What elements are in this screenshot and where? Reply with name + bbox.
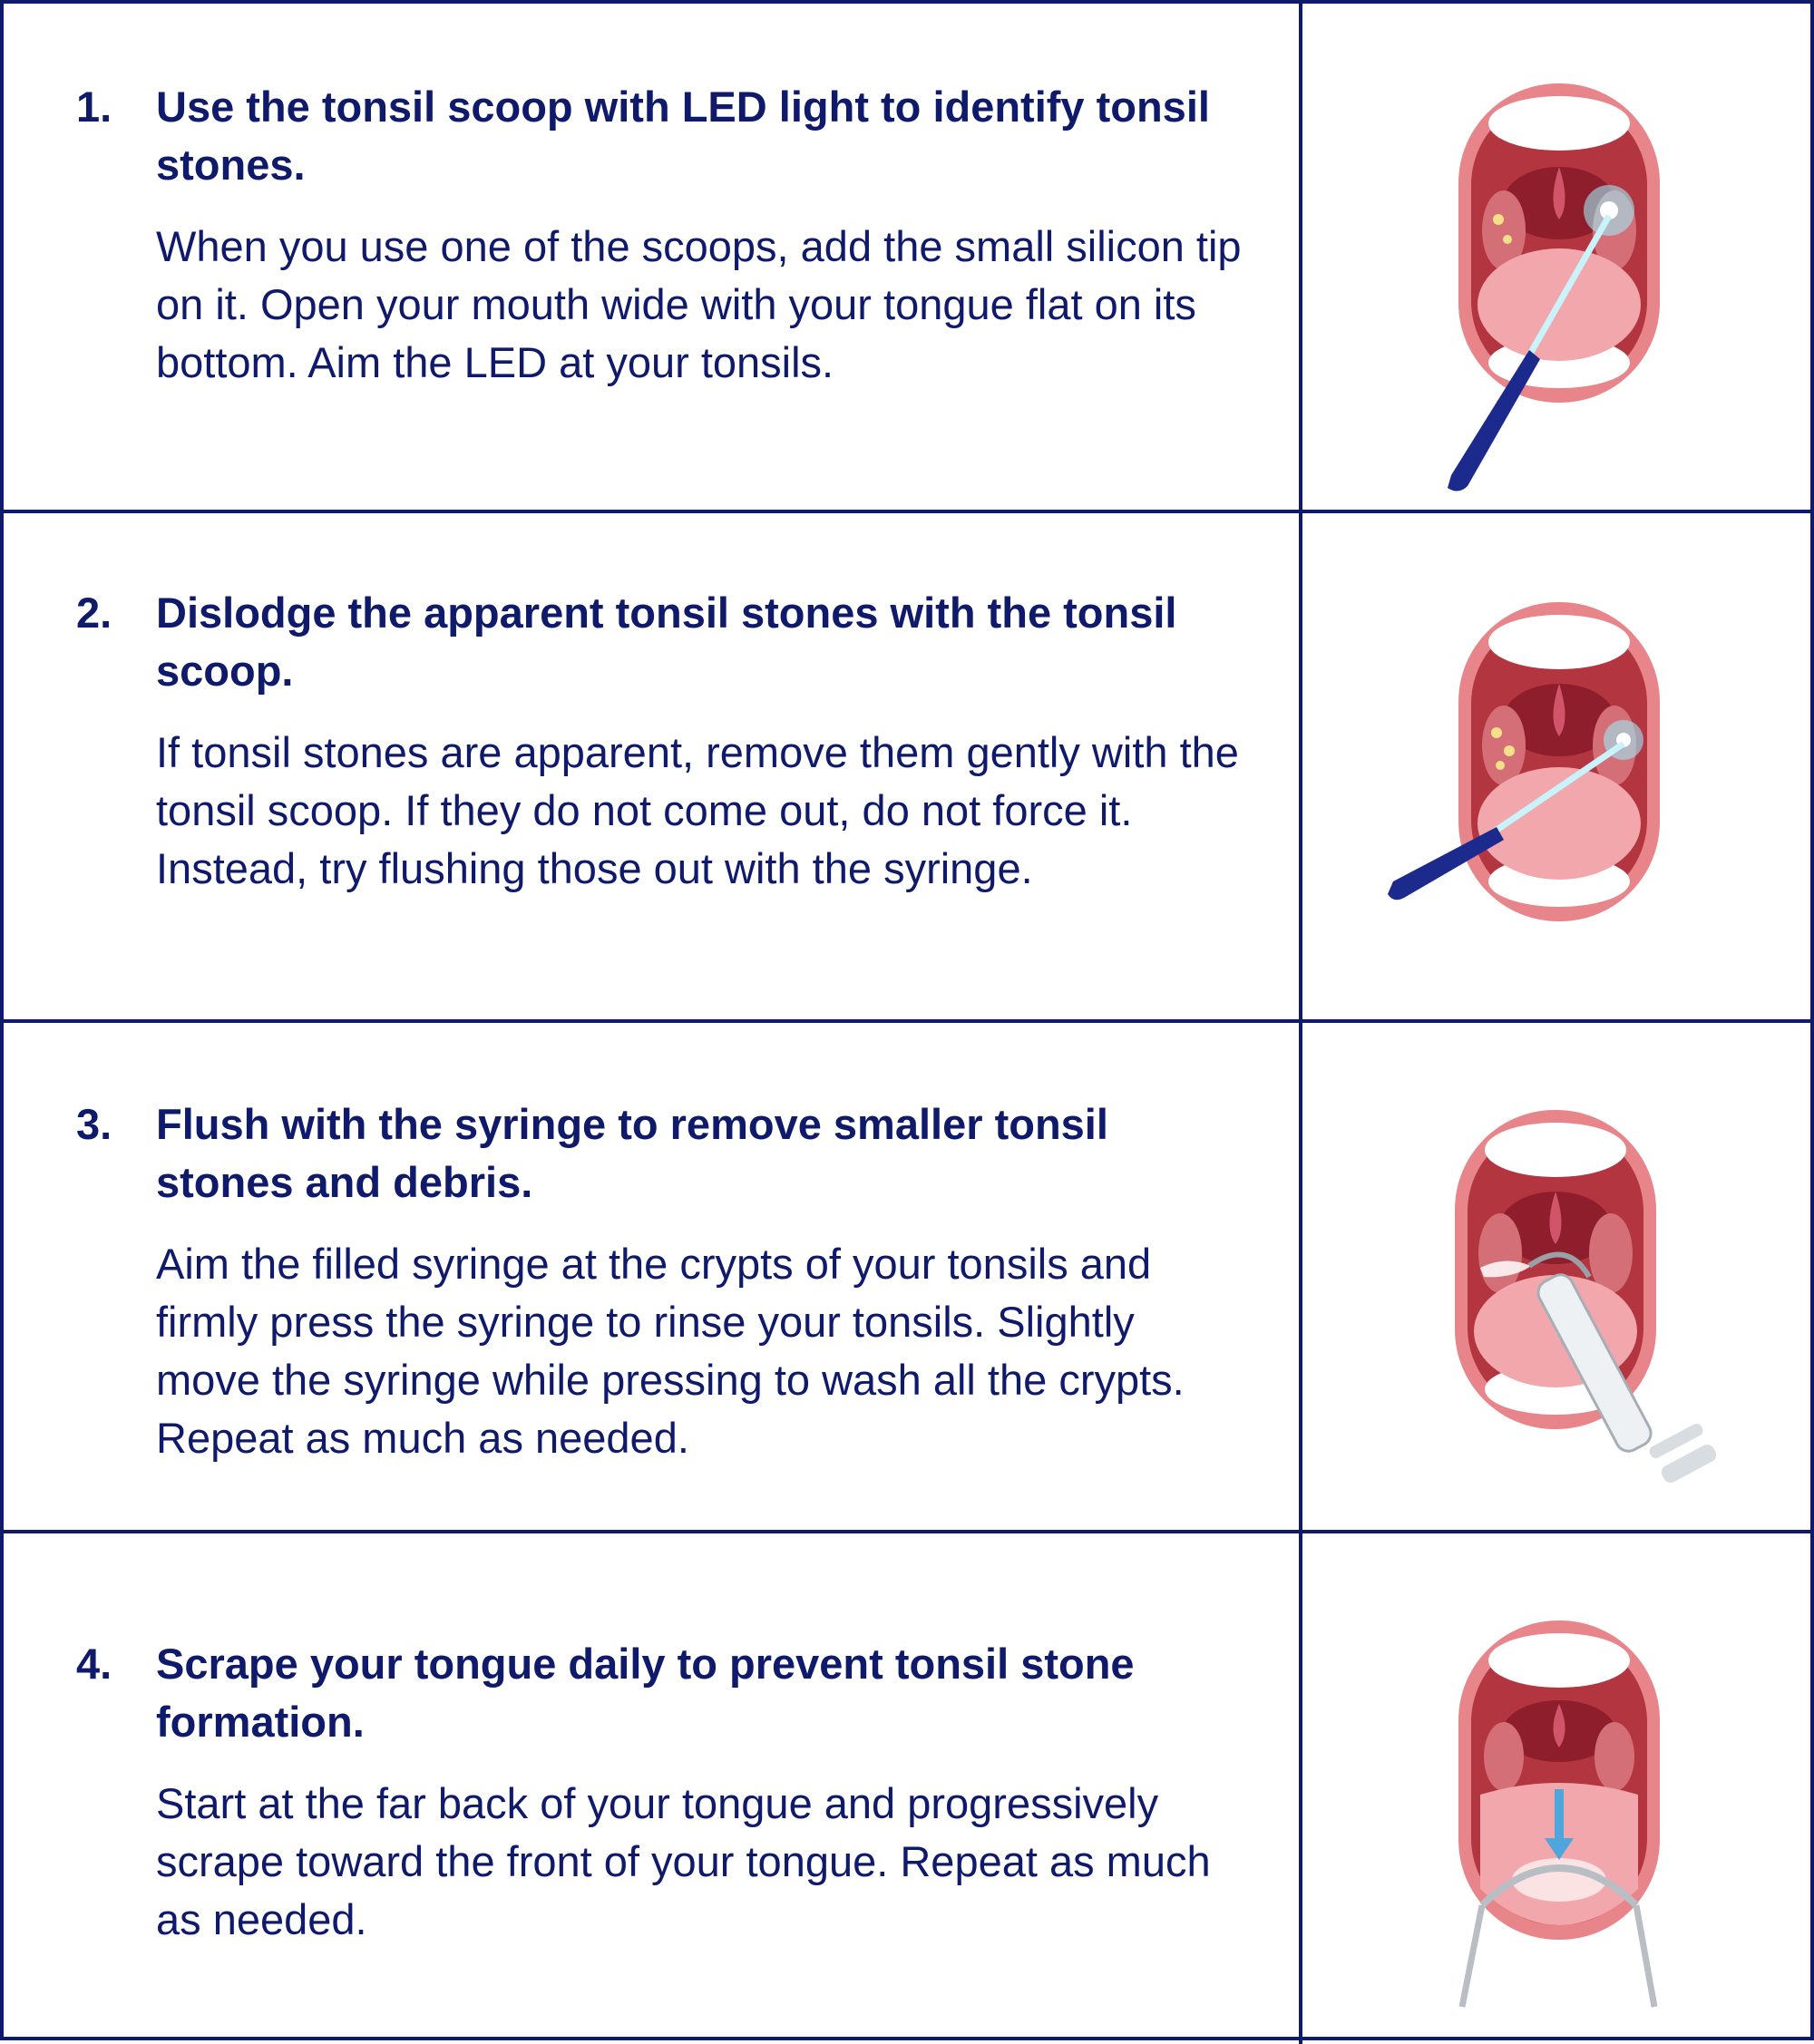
step-title: Use the tonsil scoop with LED light to identify tonsil stones. bbox=[156, 83, 1210, 189]
step-number: 2. bbox=[76, 589, 112, 637]
step-description: Start at the far back of your tongue and progressively scrape toward the front of your tongue. Repeat as much as needed. bbox=[156, 1779, 1211, 1943]
step-title: Dislodge the apparent tonsil stones with the tonsil scoop. bbox=[156, 589, 1177, 695]
step-row-1 bbox=[4, 4, 1814, 510]
step-row-3 bbox=[4, 1019, 1814, 1530]
mouth-with-tongue-scraper-icon bbox=[1302, 1617, 1814, 2034]
step-title: Flush with the syringe to remove smaller tonsil stones and debris. bbox=[156, 1100, 1108, 1206]
step-description: If tonsil stones are apparent, remove them gently with the tonsil scoop. If they do not come out, do not force it. Instead, try flushing those out with the syringe. bbox=[156, 728, 1239, 892]
mouth-with-scoop-dislodging-icon bbox=[1302, 573, 1814, 990]
step-number: 4. bbox=[76, 1640, 112, 1688]
step-row-2 bbox=[4, 510, 1814, 1019]
mouth-with-syringe-icon bbox=[1302, 1086, 1814, 1522]
step-description: When you use one of the scoops, add the small silicon tip on it. Open your mouth wide with your tongue flat on its bottom. Aim the LED at your tonsils. bbox=[156, 222, 1242, 386]
step-number: 3. bbox=[76, 1100, 112, 1148]
step-number: 1. bbox=[76, 83, 112, 131]
step-row-4 bbox=[4, 1530, 1814, 2044]
step-title: Scrape your tongue daily to prevent tonsil stone formation. bbox=[156, 1640, 1135, 1746]
mouth-with-led-scoop-icon bbox=[1302, 67, 1814, 502]
step-description: Aim the filled syringe at the crypts of your tonsils and firmly press the syringe to rinse your tonsils. Slightly move the syringe while pressing to wash all the crypts. Repeat as much as needed. bbox=[156, 1240, 1185, 1462]
